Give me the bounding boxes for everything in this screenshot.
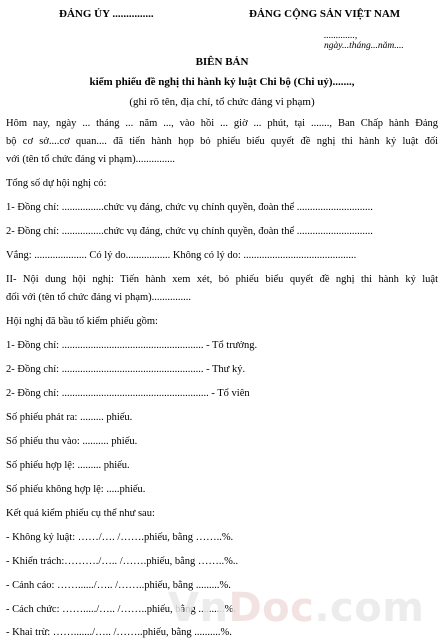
body-line: với (tên tổ chức đảng vi phạm)............... — [6, 154, 175, 165]
body-line: bộ cơ sở....cơ quan.... đã tiến hành họp bỏ phiếu biểu quyết đề nghị thi hành kỷ luật đối — [6, 136, 438, 147]
body-line: Số phiếu phát ra: ......... phiếu. — [6, 412, 133, 423]
body-line: - Khiển trách:………./….. /…….phiếu, bằng ……..%.. — [6, 556, 239, 567]
body-line: 1- Đồng chí: ................chức vụ đảng, chức vụ chính quyền, đoàn thể ............................. — [6, 202, 373, 213]
body-line: - Khai trừ: ……......./….. /……..phiếu, bằng ..........%. — [6, 627, 232, 638]
body-line: - Cách chức: ……...../….. /……..phiếu, bằng ..........%. — [6, 604, 236, 615]
body-line: Số phiếu thu vào: .......... phiếu. — [6, 436, 138, 447]
body-line: - Không kỷ luật: ……/…. /…….phiếu, bằng ……..%. — [6, 532, 234, 543]
body-line: 2- Đồng chí: ...................................................... - Thư ký. — [6, 364, 246, 375]
body-line: đối với (tên tổ chức đảng vi phạm)............... — [6, 292, 192, 303]
body-line: Hôm nay, ngày ... tháng ... năm ..., vào hồi ... giờ ... phút, tại ......., Ban Chấp hành Đảng — [6, 118, 438, 129]
body-line: Hội nghị đã bầu tổ kiểm phiếu gồm: — [6, 316, 158, 327]
body-line: 1- Đồng chí: ...................................................... - Tổ trưởng. — [6, 340, 258, 351]
party-name-header: ĐẢNG CỘNG SẢN VIỆT NAM — [249, 8, 401, 20]
document-note: (ghi rõ tên, địa chỉ, tổ chức đảng vi phạm) — [129, 96, 315, 108]
party-committee-header: ĐẢNG ỦY ............... — [59, 8, 154, 20]
body-line: II- Nội dung hội nghị: Tiến hành xem xét, bỏ phiếu biểu quyết đề nghị thi hành kỷ luật — [6, 274, 438, 285]
body-line: Tổng số dự hội nghị có: — [6, 178, 107, 189]
body-line: Vắng: .................... Có lý do................. Không có lý do: ........................................... — [6, 250, 357, 261]
body-line: Số phiếu hợp lệ: ......... phiếu. — [6, 460, 130, 471]
body-line: 2- Đồng chí: ................chức vụ đảng, chức vụ chính quyền, đoàn thể ............................. — [6, 226, 373, 237]
body-line: Kết quả kiểm phiếu cụ thể như sau: — [6, 508, 155, 519]
document-subtitle: kiểm phiếu đề nghị thi hành kỷ luật Chi bộ (Chi uỷ)......., — [89, 76, 355, 88]
document-title: BIÊN BẢN — [195, 56, 249, 68]
date-line: ............., ngày...tháng...năm.... — [324, 31, 404, 51]
vndoc-watermark: VnDoc.com — [168, 585, 425, 631]
body-line: - Cảnh cáo: ……....../….. /……..phiếu, bằng .........%. — [6, 580, 231, 591]
body-line: Số phiếu không hợp lệ: .....phiếu. — [6, 484, 146, 495]
body-line: 2- Đồng chí: ........................................................ - Tổ viên — [6, 388, 250, 399]
